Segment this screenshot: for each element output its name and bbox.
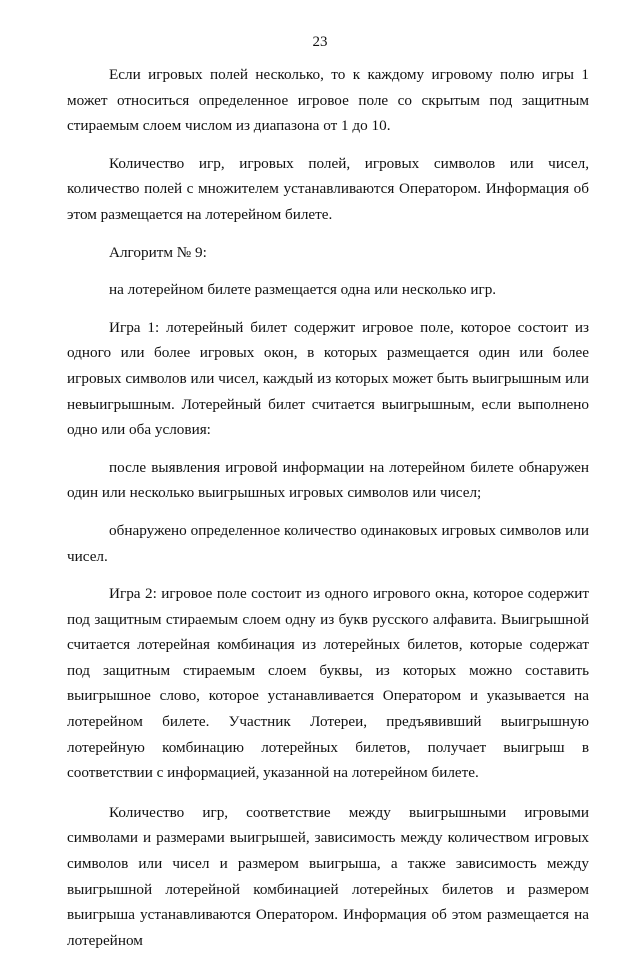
paragraph-algorithm-heading: Алгоритм № 9: bbox=[109, 243, 207, 261]
document-body bbox=[67, 62, 589, 953]
paragraph-game-1: Игра 1: лотерейный билет содержит игровое поле, которое состоит из одного или более игровых окон, в которых размещается один или более игровых символов или чисел, каждый из которых может быть выигрышным или невыигрышным. Лотерейный билет считается выигрышным, если выполнено одно или оба условия: bbox=[67, 318, 589, 439]
paragraph-prize-dependencies: Количество игр, соответствие между выигрышными игровыми символами и размерами выигрышей, зависимость между количеством игровых символов или чисел и размером выигрыша, а также зависимость между выигрышной лотерейной комбинацией лотерейных билетов и размером выигрыша устанавливаются Оператором. Информация об этом размещается на лотерейном bbox=[67, 803, 589, 949]
paragraph-multiple-fields: Если игровых полей несколько, то к каждому игровому полю игры 1 может относиться определенное игровое поле со скрытым под защитным стираемым слоем числом из диапазона от 1 до 10. bbox=[67, 66, 589, 135]
page-number: 23 bbox=[312, 34, 328, 50]
paragraph-game-2: Игра 2: игровое поле состоит из одного игрового окна, которое содержит под защитным стираемым слоем одну из букв русского алфавита. Выигрышной считается лотерейная комбинация из лотерейных билетов, которые содержат под защитным стираемым слоем буквы, из которых можно составить выигрышное слово, которое устанавливается Оператором и указывается на лотерейном билете. Участник Лотереи, предъявивший выигрышную лотерейную комбинацию лотерейных билетов, получает выигрыш в соответствии с информацией, указанной на лотерейном билете. bbox=[67, 585, 589, 782]
paragraph-operator-settings: Количество игр, игровых полей, игровых символов или чисел, количество полей с множителем устанавливаются Оператором. Информация об этом размещается на лотерейном билете. bbox=[67, 154, 589, 223]
paragraph-condition-2: обнаружено определенное количество одинаковых игровых символов или чисел. bbox=[67, 521, 589, 565]
paragraph-games-count: на лотерейном билете размещается одна или несколько игр. bbox=[109, 281, 497, 299]
paragraph-condition-1: после выявления игровой информации на лотерейном билете обнаружен один или несколько выигрышных игровых символов или чисел; bbox=[67, 458, 589, 502]
